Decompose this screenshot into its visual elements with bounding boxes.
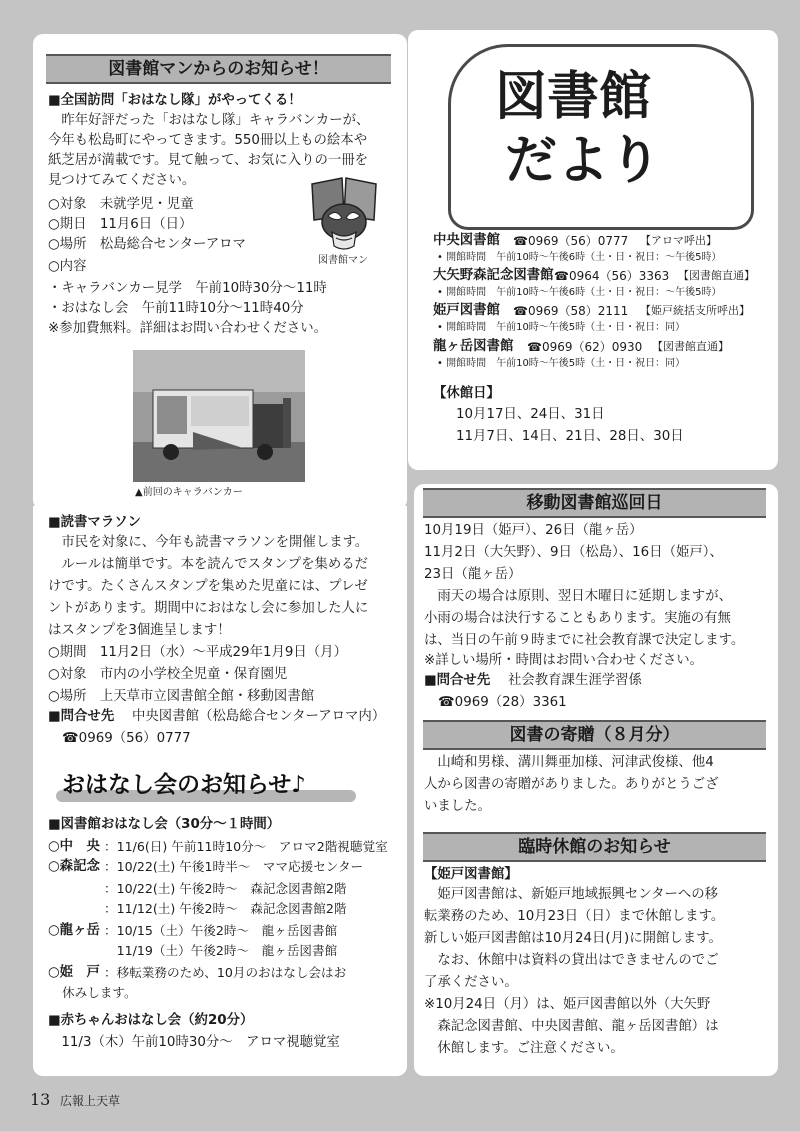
temporary-closure-header: 臨時休館のお知らせ [423, 832, 766, 862]
mobile-contact-label: ■問合せ先 [424, 673, 491, 688]
closure-subheading: 【姫戸図書館】 [424, 867, 518, 882]
baby-ohanashi-heading: ■赤ちゃんおはなし会（約20分） [48, 1013, 254, 1028]
mobile-library-line: 11月2日（大矢野）、9日（松島）、16日（姫戸）、 [424, 545, 723, 560]
library-phone: ☎0964（56）3363 [554, 269, 670, 283]
library-man-mascot-illustration [306, 176, 382, 258]
library-note: 【アロマ呼出】 [640, 234, 717, 247]
marathon-contact-phone: ☎0969（56）0777 [62, 731, 191, 746]
mobile-library-header: 移動図書館巡回日 [423, 488, 766, 518]
caravan-detail: ○期日 11月6日（日） [48, 217, 193, 232]
ohanashi-row-text: ：10/15（土）午後2時～ 龍ヶ岳図書館 [104, 923, 338, 938]
closure-line: 姫戸図書館は、新姫戸地域振興センターへの移 [424, 887, 719, 902]
marathon-detail: ○対象 市内の小学校全児童・保育園児 [48, 667, 288, 682]
mobile-library-line: 10月19日（姫戸）、26日（龍ヶ岳） [424, 523, 643, 538]
marathon-body-line: ルールは簡単です。本を読んでスタンプを集めるだ [48, 557, 369, 572]
library-name: 中央図書館 [433, 233, 500, 248]
library-name: 姫戸図書館 [433, 303, 500, 318]
mobile-contact-phone: ☎0969（28）3361 [438, 695, 567, 710]
ohanashi-subheading: ■図書館おはなし会（30分～１時間） [48, 817, 281, 832]
ohanashi-row-text: 休みします。 [62, 985, 137, 1000]
ohanashi-row-text: ：11/6(日) 午前11時10分～ アロマ2階視聴覚室 [104, 839, 388, 854]
donation-line: 人から図書の寄贈がありました。ありがとうござ [424, 777, 719, 792]
closure-line: なお、休館中は資料の貸出はできませんのでご [424, 953, 719, 968]
caravan-detail: ○場所 松島総合センターアロマ [48, 237, 246, 252]
mobile-contact-value: 社会教育課生涯学習係 [508, 673, 642, 688]
library-man-header: 図書館マンからのお知らせ！ [46, 54, 391, 84]
newsletter-title-line1: 図書館 [495, 67, 652, 127]
caravan-body-line: 昨年好評だった「おはなし隊」キャラバンカーが、 [48, 113, 370, 128]
mobile-library-line: 23日（龍ヶ岳） [424, 567, 522, 582]
caravan-detail: ・おはなし会 午前11時10分～11時40分 [48, 301, 304, 316]
donation-line: 山崎和男様、溝川舞亜加様、河津武俊様、他4 [424, 755, 714, 770]
library-hours: • 開館時間 午前10時～午後6時（土・日・祝日：～午後5時） [437, 287, 722, 298]
library-name: 龍ヶ岳図書館 [433, 339, 514, 354]
library-name: 大矢野森記念図書館 [433, 268, 554, 283]
closed-days-label: 【休館日】 [433, 386, 500, 401]
library-note: 【図書館直通】 [678, 269, 755, 282]
library-hours: • 開館時間 午前10時～午後5時（土・日・祝日：同） [437, 322, 686, 333]
marathon-detail: ○場所 上天草市立図書館全館・移動図書館 [48, 689, 315, 704]
mobile-library-line: ※詳しい場所・時間はお問い合わせください。 [424, 653, 704, 668]
closure-line: 休館します。ご注意ください。 [424, 1041, 624, 1056]
caravan-detail: ○対象 未就学児・児童 [48, 197, 194, 212]
closure-line: 新しい姫戸図書館は10月24日(月)に開館します。 [424, 931, 722, 946]
caravan-body-line: 見つけてみてください。 [48, 173, 196, 188]
mobile-library-line: は、当日の午前９時までに社会教育課で決定します。 [424, 633, 745, 648]
ohanashi-row-text: ：移転業務のため、10月のおはなし会はお [104, 965, 347, 980]
marathon-contact-label: ■問合せ先 [48, 709, 115, 724]
closed-days-line: 10月17日、24日、31日 [456, 407, 605, 422]
closure-line: 了承ください。 [424, 975, 518, 990]
library-phone: ☎0969（62）0930 [527, 340, 643, 354]
ohanashi-row-text: ：11/12(土) 午後2時～ 森記念図書館2階 [104, 901, 347, 916]
library-hours: • 開館時間 午前10時～午後6時（土・日・祝日：～午後5時） [437, 252, 722, 263]
baby-ohanashi-text: 11/3（木）午前10時30分～ アロマ視聴覚室 [48, 1035, 340, 1050]
marathon-detail: ○期間 11月2日（水）～平成29年1月9日（月） [48, 645, 347, 660]
mobile-library-line: 雨天の場合は原則、翌日木曜日に延期しますが、 [424, 589, 732, 604]
closure-line: 森記念図書館、中央図書館、龍ヶ岳図書館）は [424, 1019, 719, 1034]
marathon-body-line: 市民を対象に、今年も読書マラソンを開催します。 [48, 535, 369, 550]
library-hours: • 開館時間 午前10時～午後5時（土・日・祝日：同） [437, 358, 686, 369]
donation-header: 図書の寄贈（８月分） [423, 720, 766, 750]
page-number: 13 [30, 1090, 51, 1109]
marathon-contact-value: 中央図書館（松島総合センターアロマ内） [132, 709, 386, 724]
caravan-body-line: 今年も松島町にやってきます。550冊以上もの絵本や [48, 133, 368, 148]
publication-name: 広報上天草 [60, 1094, 121, 1108]
caravan-body-line: 紙芝居が満載です。見て触って、お気に入りの一冊を [48, 153, 369, 168]
mobile-library-line: 小雨の場合は決行することもあります。実施の有無 [424, 611, 731, 626]
ohanashi-row-label: ○中 央 [48, 839, 100, 854]
caravan-detail: ・キャラバンカー見学 午前10時30分～11時 [48, 281, 327, 296]
closure-line: 転業務のため、10月23日（日）まで休館します。 [424, 909, 725, 924]
caravan-detail: ○内容 [48, 259, 87, 274]
marathon-heading: ■読書マラソン [48, 515, 141, 530]
ohanashi-title: おはなし会のお知らせ♪ [62, 772, 306, 798]
library-phone: ☎0969（58）2111 [513, 304, 629, 318]
closed-days-line: 11月7日、14日、21日、28日、30日 [456, 429, 684, 444]
marathon-body-line: ントがあります。期間中におはなし会に参加した人に [48, 601, 369, 616]
marathon-body-line: はスタンプを3個進呈します！ [48, 623, 231, 638]
newsletter-title-line2: だより [505, 131, 662, 191]
library-phone: ☎0969（56）0777 [513, 234, 629, 248]
caravan-car-photo [133, 350, 305, 482]
library-note: 【図書館直通】 [652, 340, 729, 353]
ohanashi-row-text: ：10/22(土) 午後1時半～ ママ応援センター [104, 859, 364, 874]
ohanashi-row-text: ：10/22(土) 午後2時～ 森記念図書館2階 [104, 881, 347, 896]
marathon-body-line: けです。たくさんスタンプを集めた児童には、プレゼ [48, 579, 368, 594]
ohanashi-row-label: ○姫 戸 [48, 965, 100, 980]
caravan-heading: ■全国訪問「おはなし隊」がやってくる！ [48, 93, 302, 108]
ohanashi-row-text: 11/19（土）午後2時～ 龍ヶ岳図書館 [104, 943, 338, 958]
mascot-caption: 図書館マン [318, 255, 368, 266]
library-note: 【姫戸統括支所呼出】 [640, 304, 750, 317]
ohanashi-row-label: ○龍ヶ岳 [48, 923, 100, 938]
donation-line: いました。 [424, 799, 491, 814]
photo-caption: ▲前回のキャラバンカー [135, 487, 243, 498]
caravan-detail: ※参加費無料。詳細はお問い合わせください。 [48, 321, 328, 336]
closure-line: ※10月24日（月）は、姫戸図書館以外（大矢野 [424, 997, 711, 1012]
ohanashi-row-label: ○森記念 [48, 859, 100, 874]
